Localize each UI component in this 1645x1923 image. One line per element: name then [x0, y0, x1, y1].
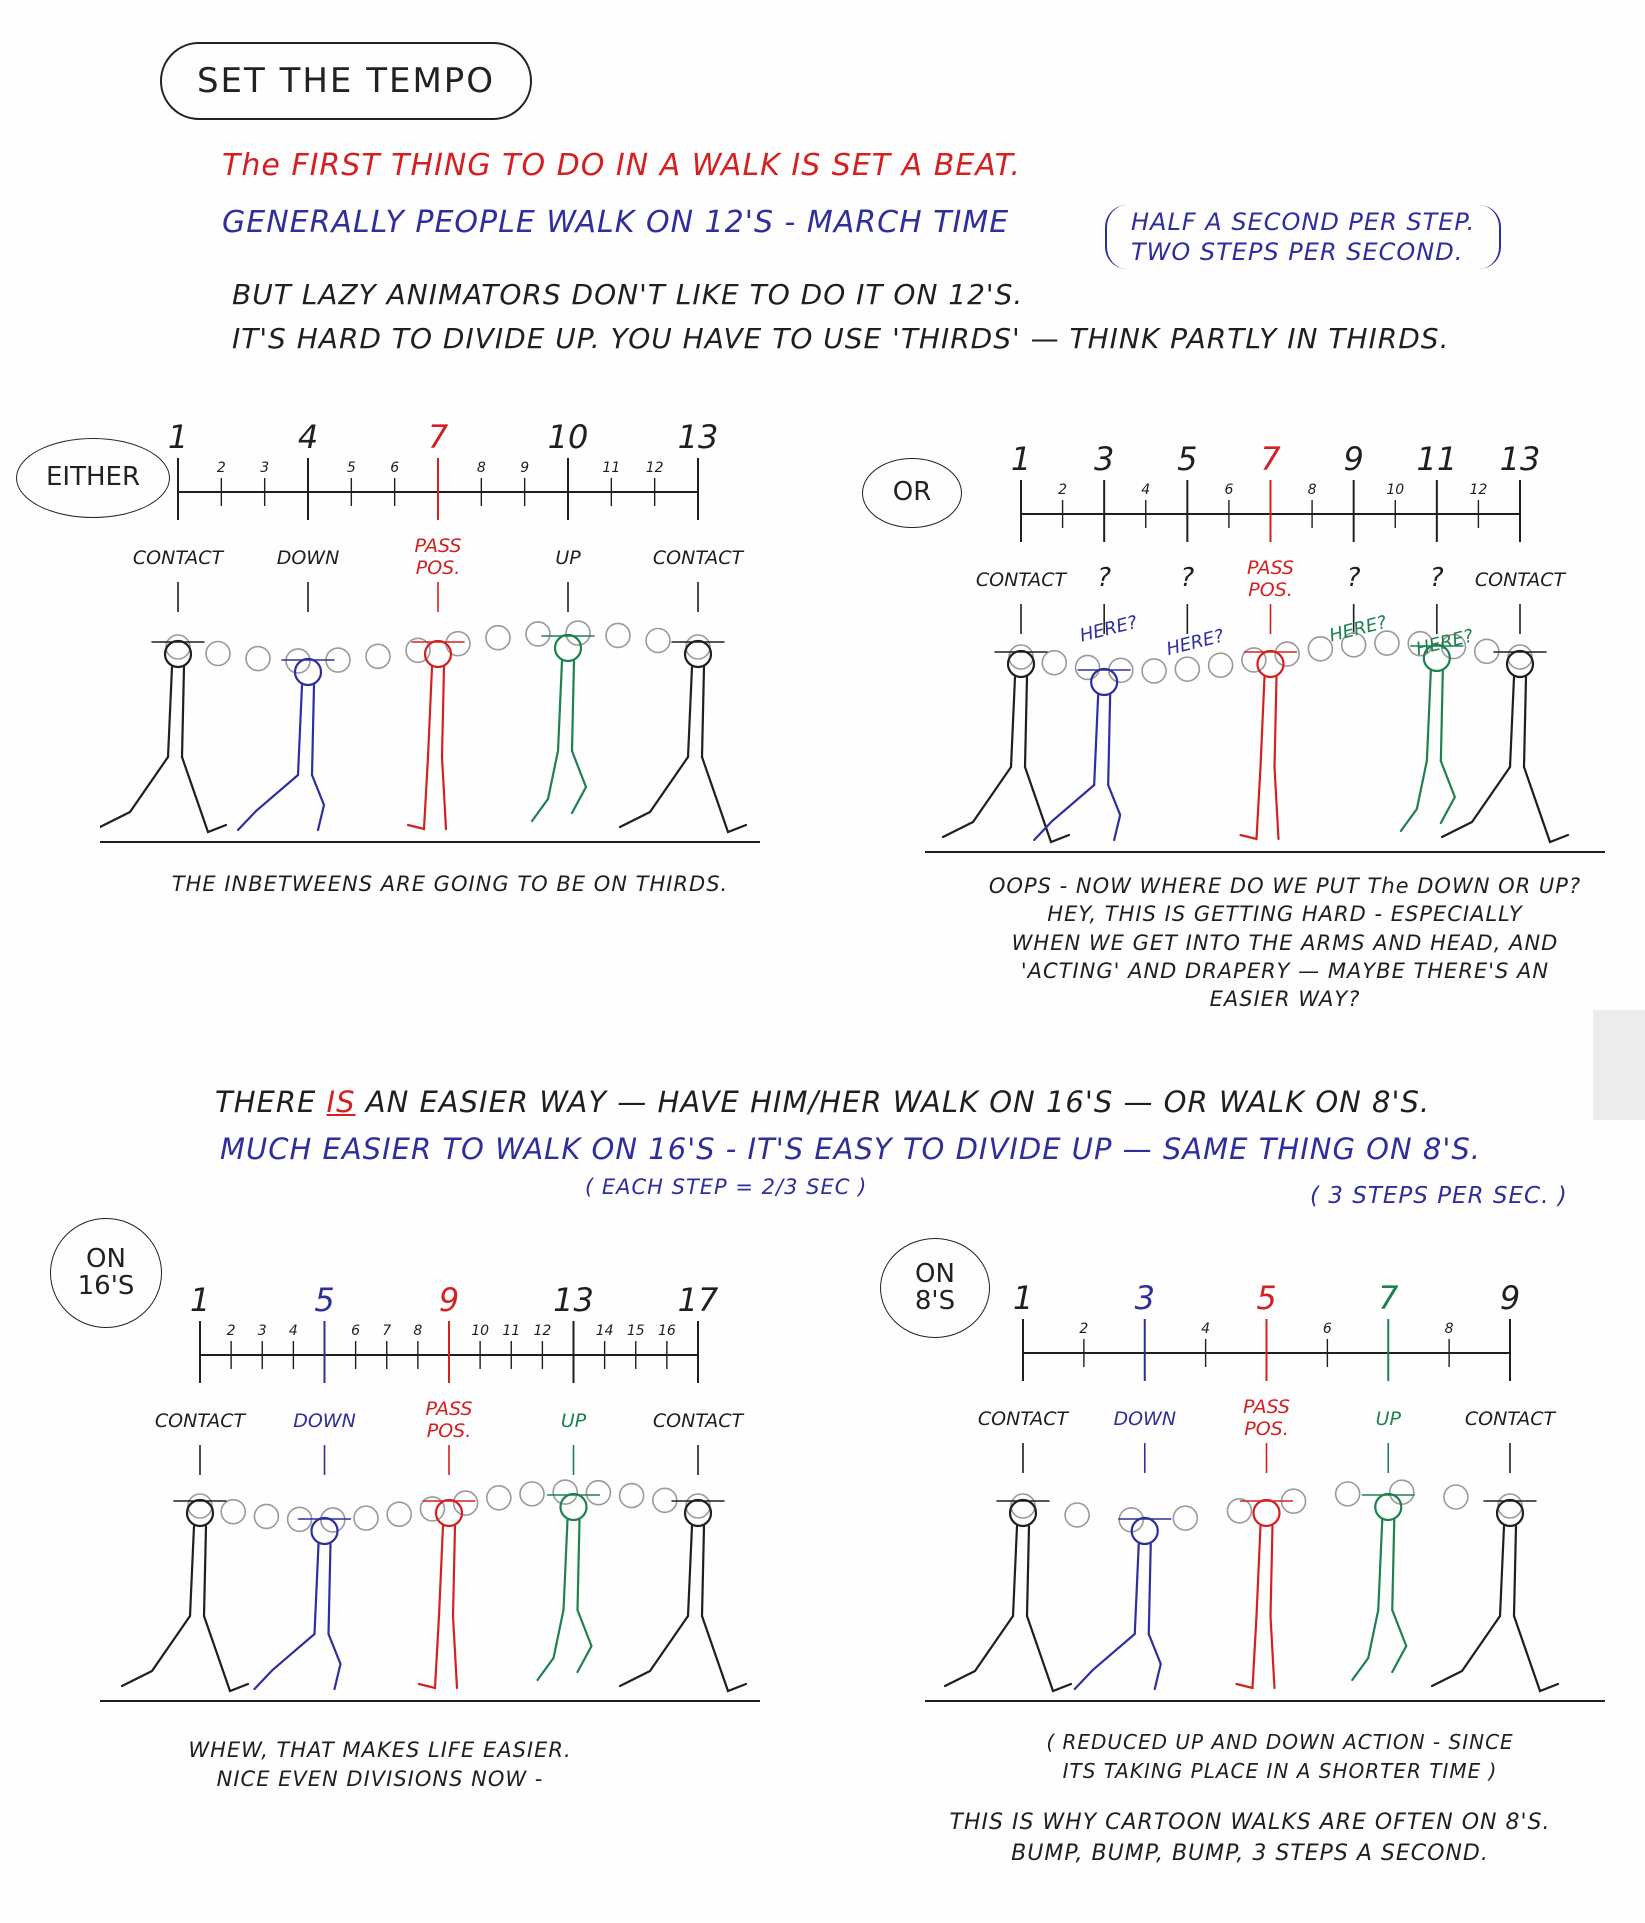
frame-number-1: 1 — [1010, 440, 1032, 478]
frame-number-8: 8 — [1307, 482, 1317, 498]
figure-legs — [620, 757, 746, 832]
walk-figure-group — [532, 635, 594, 821]
figure-legs — [1075, 1634, 1161, 1689]
figure-body — [558, 661, 574, 751]
frame-number-12: 12 — [533, 1323, 552, 1339]
walk-figure-group — [1237, 1500, 1293, 1688]
inbetween-head — [1227, 1499, 1251, 1523]
panel-either-diagram — [100, 410, 760, 850]
figure-body — [1500, 1526, 1516, 1616]
inbetween-head — [586, 1481, 610, 1505]
walk-figure-contact — [620, 1500, 746, 1691]
phase-label: ? — [1429, 563, 1444, 593]
inbetween-head — [221, 1500, 245, 1524]
frame-number-1: 1 — [1012, 1279, 1034, 1317]
frame-number-14: 14 — [595, 1323, 614, 1339]
walk-figure-group — [100, 641, 226, 832]
inbetween-head — [1390, 1480, 1414, 1504]
phase-label: CONTACT — [1474, 569, 1566, 591]
walk-figure-group — [1432, 1500, 1558, 1691]
page-title: SET THE TEMPO — [196, 61, 496, 101]
figure-legs — [238, 775, 324, 830]
inbetween-head — [1444, 1485, 1468, 1509]
walk-figure-group — [122, 1500, 248, 1691]
figure-body — [688, 1526, 704, 1616]
inbetween-head — [446, 632, 470, 656]
inbetween-head — [1508, 645, 1532, 669]
frame-number-5: 5 — [346, 460, 356, 476]
phase-label: DOWN — [1113, 1408, 1177, 1430]
frame-number-6: 6 — [1224, 482, 1234, 498]
intro-line-1: The FIRST THING TO DO IN A WALK IS SET A BEAT. — [222, 148, 1021, 183]
walk-figure-group — [943, 651, 1069, 842]
walk-figure-pass — [1237, 1500, 1293, 1688]
panel-on16-diagram — [100, 1255, 760, 1725]
phase-label: ? — [1346, 563, 1361, 593]
walk-figure-group — [419, 1500, 475, 1688]
phase-label: CONTACT — [975, 569, 1067, 591]
frame-number-1: 1 — [189, 1281, 211, 1319]
frame-number-5: 5 — [1177, 440, 1198, 478]
walk-figure-down — [255, 1518, 351, 1689]
inbetween-head — [1142, 659, 1166, 683]
frame-number-4: 4 — [1201, 1321, 1211, 1337]
inbetween-head — [1065, 1503, 1089, 1527]
figure-head — [561, 1494, 587, 1520]
phase-label: UP — [1375, 1408, 1401, 1430]
frame-number-8: 8 — [476, 460, 486, 476]
walk-figure-contact — [122, 1500, 248, 1691]
intro-line-2: GENERALLY PEOPLE WALK ON 12'S - MARCH TIME — [222, 205, 1010, 240]
figure-body — [1013, 1526, 1029, 1616]
caption-on8-b — [930, 1808, 1570, 1870]
figure-legs — [122, 1616, 248, 1691]
inbetween-head — [686, 635, 710, 659]
inbetween-head — [606, 623, 630, 647]
middle-note-8: ( 3 STEPS PER SEC. ) — [1310, 1183, 1568, 1209]
walk-figure-group — [945, 1500, 1071, 1691]
frame-number-1: 1 — [167, 418, 189, 456]
frame-number-9: 9 — [1499, 1279, 1521, 1317]
figure-legs — [945, 1616, 1071, 1691]
walk-figure-group — [1075, 1518, 1171, 1689]
frame-number-5: 5 — [1256, 1279, 1277, 1317]
frame-number-8: 8 — [413, 1323, 423, 1339]
here-question: HERE? — [1413, 625, 1476, 661]
frame-number-17: 17 — [677, 1281, 719, 1319]
phase-label: PASS — [425, 1398, 473, 1420]
figure-body — [1427, 671, 1443, 761]
phase-label: CONTACT — [977, 1408, 1069, 1430]
caption-on8-line-2: ITS TAKING PLACE IN A SHORTER TIME ) — [1062, 1759, 1498, 1783]
inbetween-head — [1076, 655, 1100, 679]
inbetween-head — [526, 622, 550, 646]
figure-body — [1094, 695, 1110, 785]
caption-or-line-5: EASIER WAY? — [1209, 987, 1361, 1012]
frame-number-4: 4 — [297, 418, 319, 456]
frame-number-3: 3 — [1134, 1279, 1155, 1317]
caption-on16 — [120, 1736, 640, 1795]
frame-number-13: 13 — [553, 1281, 594, 1319]
frame-number-9: 9 — [520, 460, 530, 476]
walk-figure-contact — [620, 641, 746, 832]
inbetween-head — [1009, 645, 1033, 669]
frame-number-2: 2 — [216, 460, 226, 476]
figure-body — [428, 667, 444, 757]
walk-figure-up — [1401, 645, 1463, 831]
inbetween-head — [1498, 1494, 1522, 1518]
phase-label: CONTACT — [132, 547, 224, 569]
inbetween-head — [188, 1494, 212, 1518]
frame-number-13: 13 — [1499, 440, 1541, 478]
inbetween-head — [354, 1506, 378, 1530]
figure-legs — [1401, 761, 1455, 831]
diagram-group — [100, 1281, 760, 1701]
frame-number-7: 7 — [1378, 1279, 1399, 1317]
inbetween-head — [366, 644, 390, 668]
figure-body — [1257, 1526, 1273, 1616]
frame-number-2: 2 — [226, 1323, 236, 1339]
frame-number-12: 12 — [645, 460, 664, 476]
caption-or — [960, 872, 1610, 1014]
caption-either — [110, 872, 790, 896]
figure-body — [1378, 1520, 1394, 1610]
frame-number-10: 10 — [471, 1323, 490, 1339]
frame-number-6: 6 — [1322, 1321, 1332, 1337]
figure-body — [1261, 677, 1277, 767]
phase-label: ? — [1180, 563, 1195, 593]
caption-on8-b-line-1: THIS IS WHY CARTOON WALKS ARE OFTEN ON 8'S. — [949, 1810, 1551, 1835]
walk-figure-group — [1401, 645, 1463, 831]
inbetween-head — [246, 647, 270, 671]
phase-label: PASS — [414, 535, 462, 557]
phase-label: POS. — [415, 557, 461, 579]
middle-line-1 — [215, 1085, 1430, 1119]
walk-figure-group — [620, 1500, 746, 1691]
figure-legs — [538, 1610, 592, 1680]
inbetween-head — [553, 1480, 577, 1504]
diagram-group — [925, 1279, 1605, 1701]
caption-either-line: THE INBETWEENS ARE GOING TO BE ON THIRDS. — [171, 872, 729, 896]
caption-or-line-1: OOPS - NOW WHERE DO WE PUT The DOWN OR UP? — [988, 874, 1582, 898]
phase-label: POS. — [426, 1420, 472, 1442]
phase-label: CONTACT — [154, 1410, 246, 1432]
phase-label: CONTACT — [1464, 1408, 1556, 1430]
frame-number-7: 7 — [1260, 440, 1281, 478]
figure-body — [298, 685, 314, 775]
caption-or-line-3: WHEN WE GET INTO THE ARMS AND HEAD, AND — [1011, 930, 1559, 955]
figure-legs — [943, 767, 1069, 842]
figure-legs — [1352, 1610, 1406, 1680]
figure-legs — [1442, 767, 1568, 842]
walk-figure-down — [1034, 669, 1130, 840]
frame-number-15: 15 — [626, 1323, 645, 1339]
walk-figure-pass — [408, 641, 464, 829]
inbetween-head — [1175, 657, 1199, 681]
figure-legs — [1237, 1616, 1275, 1688]
tag-or-text: OR — [892, 477, 932, 508]
frame-number-8: 8 — [1444, 1321, 1454, 1337]
figure-body — [315, 1544, 331, 1634]
figure-legs — [1241, 767, 1279, 839]
intro-line-4: IT'S HARD TO DIVIDE UP. YOU HAVE TO USE 'THIRDS' — THINK PARTLY IN THIRDS. — [232, 322, 1450, 355]
frame-number-5: 5 — [314, 1281, 335, 1319]
caption-on8 — [1000, 1728, 1560, 1786]
frame-number-3: 3 — [1093, 440, 1115, 478]
frame-number-7: 7 — [382, 1323, 392, 1339]
figure-legs — [620, 1616, 746, 1691]
walk-figure-group — [238, 659, 334, 830]
frame-number-10: 10 — [1386, 482, 1405, 498]
figure-body — [190, 1526, 206, 1616]
middle-line-2: MUCH EASIER TO WALK ON 16'S - IT'S EASY TO DIVIDE UP — SAME THING ON 8'S. — [220, 1132, 1481, 1166]
frame-number-6: 6 — [351, 1323, 361, 1339]
phase-label: PASS — [1243, 1396, 1290, 1418]
caption-on8-b-line-2: BUMP, BUMP, BUMP, 3 STEPS A SECOND. — [1011, 1840, 1489, 1866]
walk-figure-group — [538, 1494, 600, 1680]
walk-figure-group — [620, 641, 746, 832]
caption-or-line-4: 'ACTING' AND DRAPERY — MAYBE THERE'S AN — [1020, 959, 1550, 984]
phase-label: ? — [1097, 563, 1112, 593]
frame-number-16: 16 — [657, 1323, 676, 1339]
frame-number-10: 10 — [547, 418, 589, 456]
caption-on8-line-1: ( REDUCED UP AND DOWN ACTION - SINCE — [1046, 1730, 1514, 1754]
figure-legs — [100, 757, 226, 832]
figure-body — [168, 667, 184, 757]
phase-label: CONTACT — [652, 1410, 744, 1432]
frame-number-12: 12 — [1469, 482, 1488, 498]
phase-label: POS. — [1248, 579, 1293, 601]
figure-body — [564, 1520, 580, 1610]
phase-label: UP — [555, 547, 581, 569]
walk-figure-group — [1442, 651, 1568, 842]
intro-line-3: BUT LAZY ANIMATORS DON'T LIKE TO DO IT ON 12'S. — [232, 278, 1024, 311]
inbetween-head — [1336, 1482, 1360, 1506]
figure-legs — [419, 1616, 457, 1688]
here-question: HERE? — [1164, 625, 1227, 661]
figure-head — [1375, 1494, 1401, 1520]
walk-figure-pass — [419, 1500, 475, 1688]
intro-note-a: HALF A SECOND PER STEP. — [1131, 208, 1476, 236]
inbetween-head — [487, 1486, 511, 1510]
here-question: HERE? — [1077, 611, 1140, 647]
frame-number-4: 4 — [288, 1323, 298, 1339]
frame-number-2: 2 — [1058, 482, 1068, 498]
figure-head — [295, 659, 321, 685]
intro-note-b: TWO STEPS PER SECOND. — [1131, 238, 1464, 266]
figure-head — [312, 1518, 338, 1544]
inbetween-head — [1308, 637, 1332, 661]
walk-figure-group — [408, 641, 464, 829]
phase-label: CONTACT — [652, 547, 744, 569]
intro-note — [1105, 205, 1501, 269]
walk-figure-up — [1352, 1494, 1414, 1680]
inbetween-head — [686, 1494, 710, 1518]
tag-either-text: EITHER — [45, 462, 141, 493]
frame-number-7: 7 — [427, 418, 449, 456]
walk-figure-contact — [943, 651, 1069, 842]
inbetween-head — [620, 1484, 644, 1508]
figure-legs — [408, 757, 446, 829]
frame-number-11: 11 — [602, 460, 621, 476]
frame-number-9: 9 — [438, 1281, 460, 1319]
inbetween-head — [520, 1482, 544, 1506]
inbetween-head — [1042, 651, 1066, 675]
frame-number-3: 3 — [260, 460, 270, 476]
inbetween-head — [286, 649, 310, 673]
walk-figure-group — [1352, 1494, 1414, 1680]
figure-legs — [255, 1634, 341, 1689]
panel-or-diagram — [925, 430, 1605, 870]
diagram-group — [925, 440, 1605, 852]
tag-on16-text: ON 16'S — [77, 1243, 135, 1301]
middle-line-1c: AN EASIER WAY — HAVE HIM/HER WALK ON 16'S — OR WALK ON 8'S. — [355, 1085, 1431, 1119]
diagram-group — [100, 418, 760, 842]
inbetween-head — [646, 628, 670, 652]
middle-line-1a: THERE — [215, 1085, 327, 1119]
frame-number-11: 11 — [502, 1323, 521, 1339]
walk-figure-down — [1075, 1518, 1171, 1689]
inbetween-head — [206, 642, 230, 666]
walk-figure-contact — [945, 1500, 1071, 1691]
phase-label: UP — [560, 1410, 587, 1432]
inbetween-head — [387, 1502, 411, 1526]
title-box — [160, 42, 532, 120]
panel-on8-diagram — [925, 1255, 1605, 1725]
figure-head — [1254, 1500, 1280, 1526]
walk-figure-group — [255, 1518, 351, 1689]
figure-body — [1135, 1544, 1151, 1634]
caption-or-line-2: HEY, THIS IS GETTING HARD - ESPECIALLY — [1047, 902, 1523, 927]
phase-label: DOWN — [293, 1410, 356, 1432]
frame-number-2: 2 — [1079, 1321, 1089, 1337]
inbetween-head — [166, 635, 190, 659]
figure-body — [688, 667, 704, 757]
walk-figure-pass — [1241, 651, 1297, 839]
frame-number-6: 6 — [390, 460, 400, 476]
inbetween-head — [254, 1504, 278, 1528]
here-question: HERE? — [1327, 611, 1390, 647]
middle-note-16: ( EACH STEP = 2/3 SEC ) — [585, 1175, 868, 1199]
walk-figure-contact — [1432, 1500, 1558, 1691]
walk-figure-contact — [100, 641, 226, 832]
frame-number-11: 11 — [1416, 440, 1458, 478]
frame-number-9: 9 — [1343, 440, 1364, 478]
caption-on16-line-2: NICE EVEN DIVISIONS NOW - — [216, 1767, 544, 1792]
figure-body — [439, 1526, 455, 1616]
walk-figure-down — [238, 659, 334, 830]
figure-body — [1510, 677, 1526, 767]
figure-legs — [1432, 1616, 1558, 1691]
phase-label: POS. — [1244, 1418, 1289, 1440]
walk-figure-up — [532, 635, 594, 821]
phase-label: PASS — [1247, 557, 1294, 579]
inbetween-head — [486, 626, 510, 650]
inbetween-head — [1011, 1494, 1035, 1518]
caption-on16-line-1: WHEW, THAT MAKES LIFE EASIER. — [188, 1738, 572, 1762]
frame-number-4: 4 — [1141, 482, 1151, 498]
inbetween-head — [1209, 653, 1233, 677]
walk-figure-contact — [1442, 651, 1568, 842]
paper-edge-mark — [1593, 1010, 1645, 1120]
phase-label: DOWN — [276, 547, 340, 569]
figure-legs — [532, 751, 586, 821]
frame-number-3: 3 — [257, 1323, 267, 1339]
walk-figure-up — [538, 1494, 600, 1680]
figure-head — [1091, 669, 1117, 695]
tag-on8-text: ON 8'S — [914, 1258, 956, 1316]
frame-number-13: 13 — [677, 418, 719, 456]
walk-figure-group — [1034, 669, 1130, 840]
figure-body — [1011, 677, 1027, 767]
inbetween-head — [1173, 1506, 1197, 1530]
middle-line-1-emph: IS — [326, 1085, 356, 1119]
walk-figure-group — [1241, 651, 1297, 839]
